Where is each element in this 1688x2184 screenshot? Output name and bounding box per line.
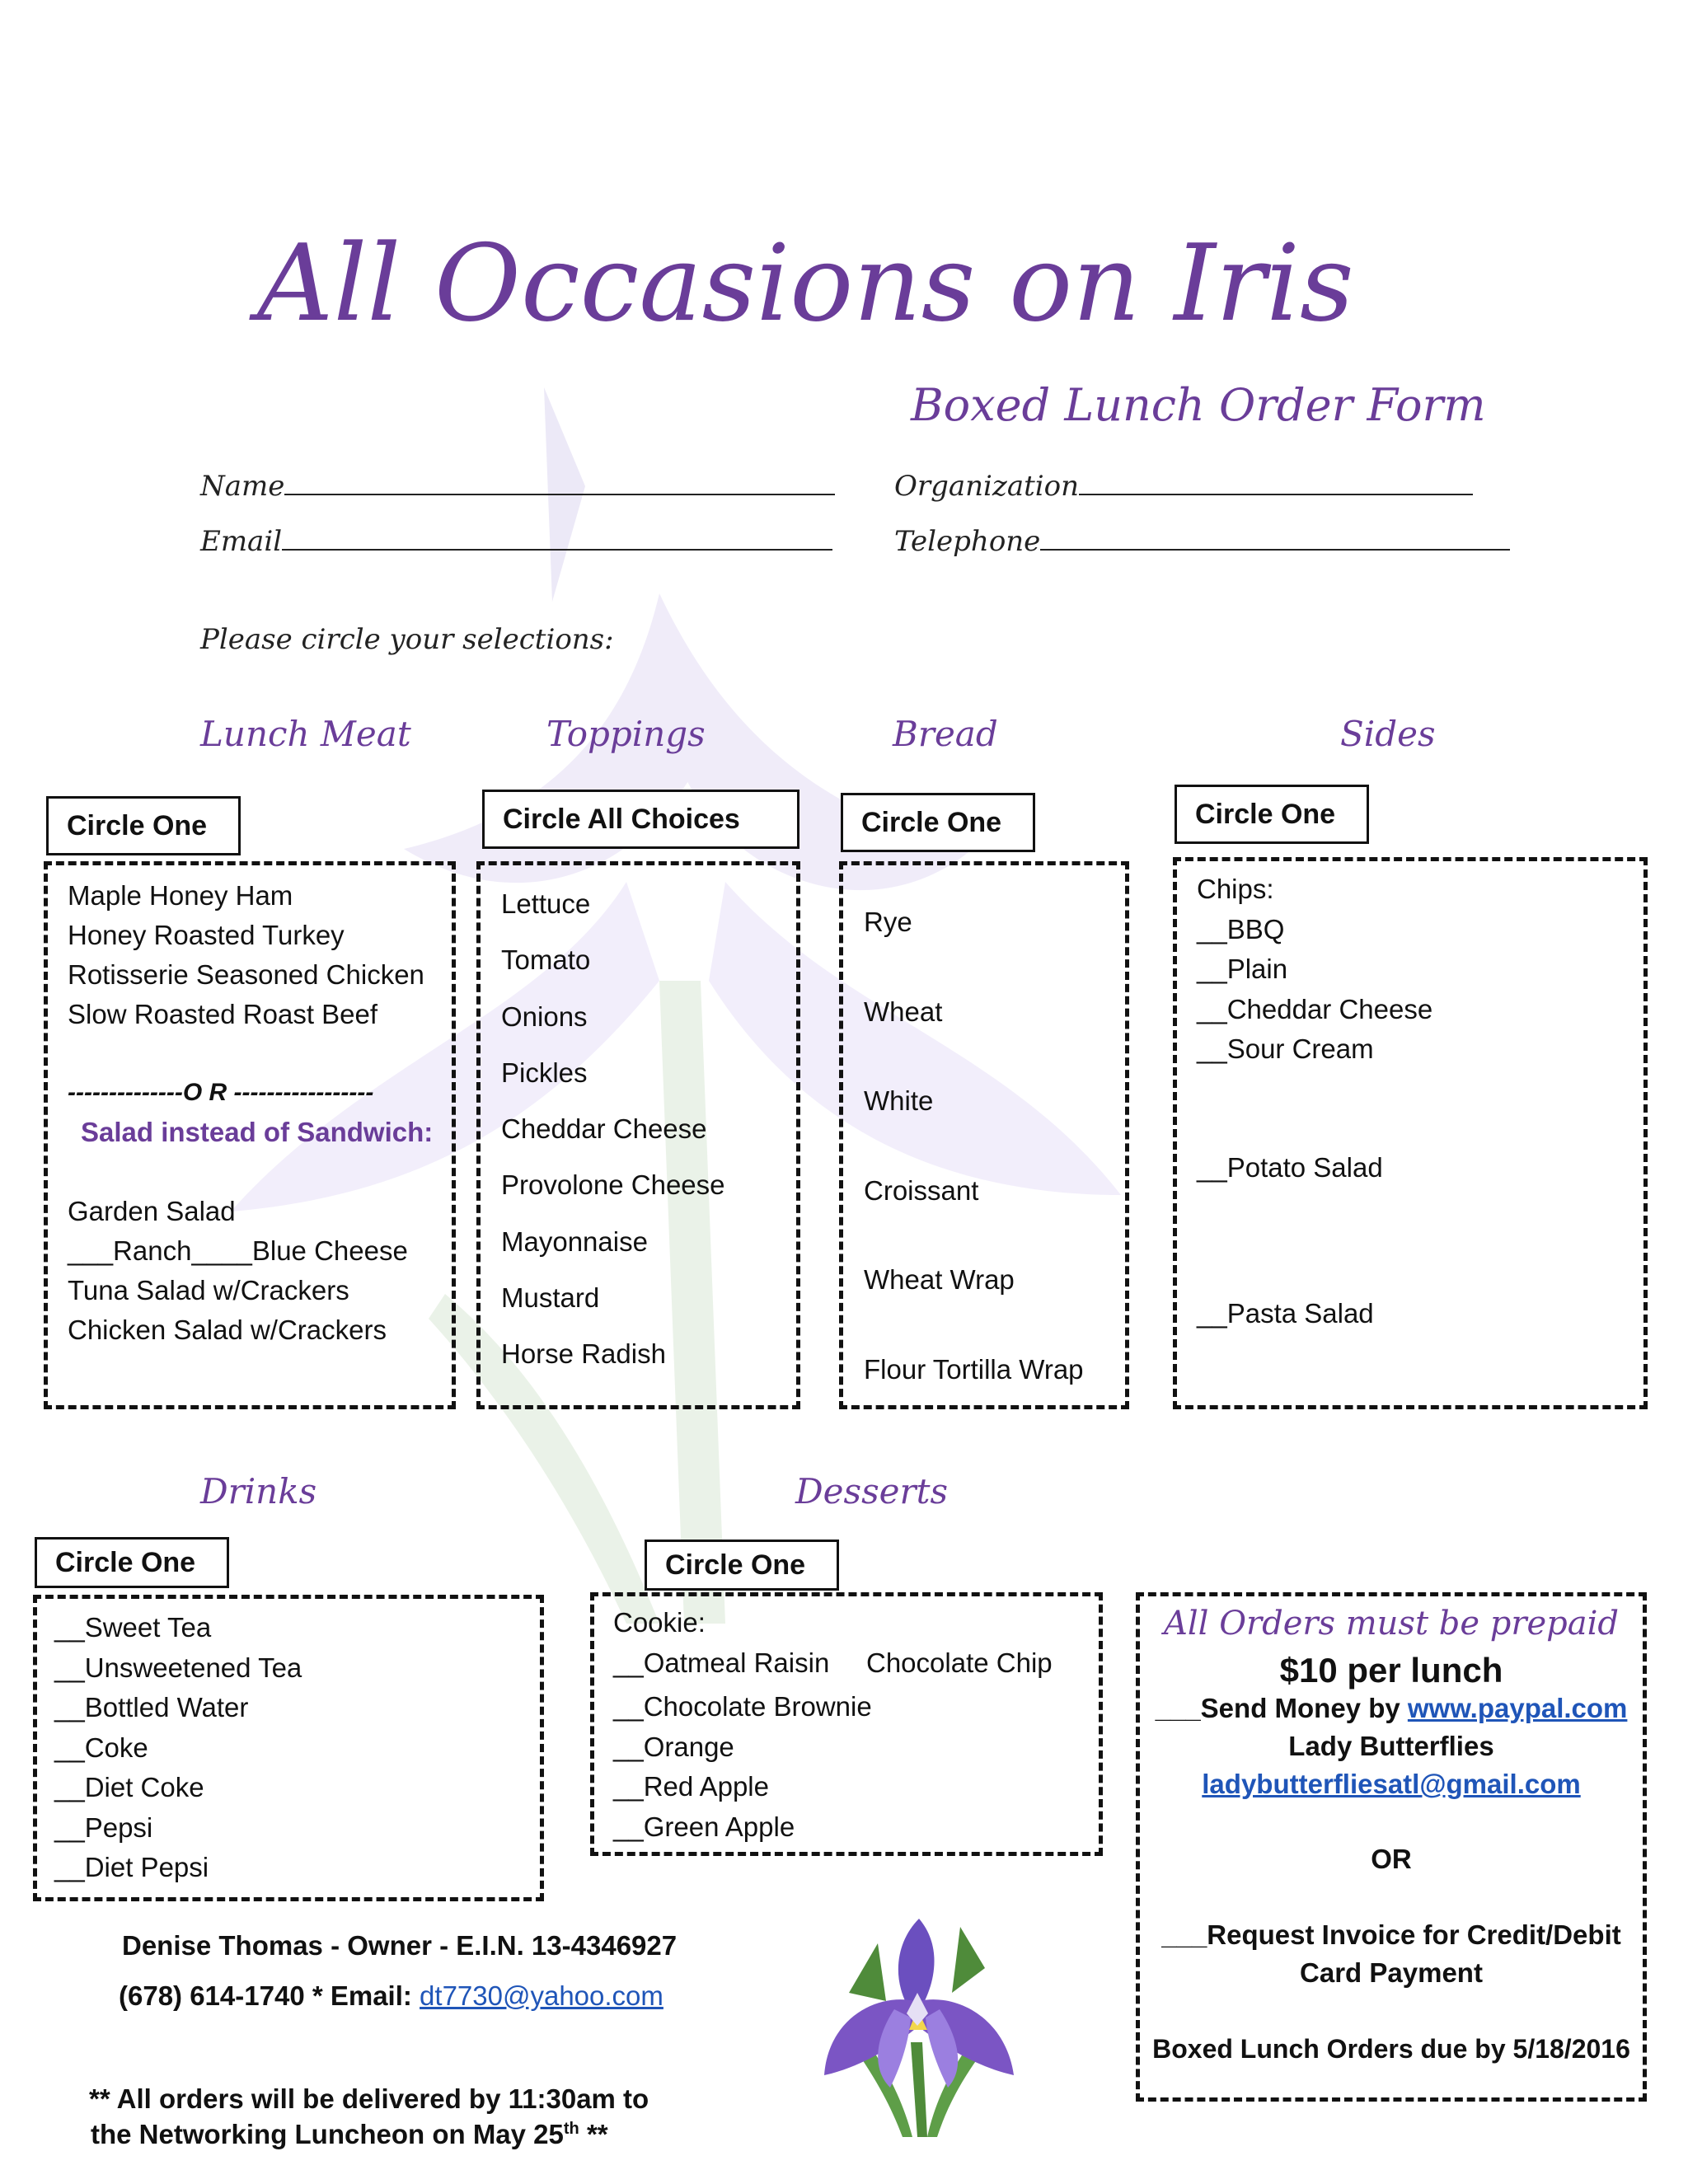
list-item[interactable]: Cheddar Cheese	[501, 1113, 707, 1145]
list-item[interactable]: Pickles	[501, 1057, 588, 1088]
list-item[interactable]: __Green Apple	[613, 1811, 795, 1842]
pasta-salad-option[interactable]: __Pasta Salad	[1197, 1298, 1374, 1329]
payee-name: Lady Butterflies	[1288, 1731, 1494, 1761]
list-item[interactable]: __BBQ	[1197, 913, 1285, 944]
list-item[interactable]: Rotisserie Seasoned Chicken	[68, 959, 424, 990]
payee-email-link[interactable]: ladybutterfliesatl@gmail.com	[1202, 1769, 1581, 1799]
email-label: Email	[200, 525, 283, 558]
invoice-line-2: Card Payment	[1300, 1957, 1483, 1988]
owner-email-link[interactable]: dt7730@yahoo.com	[420, 1980, 663, 2011]
phone-email-line	[119, 1980, 663, 2012]
drinks-circle-one-tag: Circle One	[35, 1537, 229, 1588]
list-item[interactable]: __Plain	[1197, 954, 1288, 984]
list-item[interactable]: White	[864, 1085, 934, 1116]
oatmeal-raisin-option[interactable]: __Oatmeal Raisin	[613, 1647, 830, 1678]
page-subtitle: Boxed Lunch Order Form	[911, 379, 1486, 431]
list-item[interactable]: ___Ranch____Blue Cheese	[68, 1235, 408, 1266]
list-item[interactable]: Onions	[501, 1001, 588, 1032]
cookie-label: Cookie:	[613, 1607, 706, 1638]
telephone-label: Telephone	[894, 525, 1041, 558]
send-money-line	[1136, 1693, 1647, 1724]
delivery-note-line-2	[91, 2119, 608, 2150]
sides-circle-one-tag: Circle One	[1175, 785, 1369, 844]
list-item[interactable]: __Coke	[54, 1732, 148, 1763]
payee-email-line	[1136, 1769, 1647, 1800]
iris-flower-icon	[812, 1910, 1026, 2137]
list-item[interactable]: Tomato	[501, 944, 591, 976]
salad-list	[68, 1192, 408, 1350]
list-item[interactable]: __Sour Cream	[1197, 1033, 1374, 1064]
list-item[interactable]: Wheat	[864, 996, 943, 1027]
chips-label: Chips:	[1197, 874, 1274, 904]
page-title: All Occasions on Iris	[257, 223, 1354, 345]
list-item[interactable]: __Sweet Tea	[54, 1612, 212, 1643]
sides-heading: Sides	[1340, 714, 1436, 754]
list-item[interactable]: __Red Apple	[613, 1771, 769, 1802]
list-item[interactable]: Tuna Salad w/Crackers	[68, 1275, 349, 1305]
list-item[interactable]: Maple Honey Ham	[68, 880, 293, 911]
invoice-line-1[interactable]: ___Request Invoice for Credit/Debit	[1161, 1919, 1621, 1950]
due-date-text: Boxed Lunch Orders due by 5/18/2016	[1152, 2034, 1630, 2064]
lunch-meat-list	[68, 876, 424, 1034]
list-item[interactable]: Rye	[864, 907, 912, 937]
or-divider: --------------O R -----------------	[68, 1079, 374, 1106]
lunch-meat-circle-one-tag: Circle One	[46, 796, 241, 855]
payment-heading: All Orders must be prepaid	[1164, 1605, 1619, 1643]
email-field[interactable]	[200, 521, 832, 558]
toppings-heading: Toppings	[546, 714, 706, 754]
bread-list	[864, 878, 1084, 1414]
list-item[interactable]: Slow Roasted Roast Beef	[68, 999, 378, 1029]
list-item[interactable]: Provolone Cheese	[501, 1169, 725, 1201]
list-item[interactable]: __Diet Coke	[54, 1772, 204, 1802]
owner-line: Denise Thomas - Owner - E.I.N. 13-4346927	[122, 1930, 678, 1961]
list-item[interactable]: __Unsweetened Tea	[54, 1652, 302, 1683]
drinks-heading: Drinks	[200, 1471, 317, 1511]
list-item[interactable]: Garden Salad	[68, 1196, 236, 1226]
phone-text: (678) 614-1740 * Email:	[119, 1980, 420, 2011]
potato-salad-option[interactable]: __Potato Salad	[1197, 1152, 1383, 1183]
desserts-circle-one-tag: Circle One	[645, 1540, 839, 1591]
list-item[interactable]: Wheat Wrap	[864, 1264, 1015, 1295]
drinks-list	[54, 1608, 302, 1888]
telephone-field[interactable]	[894, 521, 1510, 558]
list-item[interactable]: __Orange	[613, 1731, 734, 1762]
list-item[interactable]: __Cheddar Cheese	[1197, 993, 1433, 1024]
bread-heading: Bread	[893, 714, 998, 754]
list-item[interactable]: __Bottled Water	[54, 1692, 249, 1722]
organization-field[interactable]	[894, 466, 1473, 503]
sides-chips-list	[1197, 869, 1432, 1070]
list-item[interactable]: Horse Radish	[501, 1338, 666, 1370]
toppings-list	[501, 876, 725, 1383]
delivery-note-line-1: ** All orders will be delivered by 11:30am to	[89, 2083, 649, 2114]
paypal-link[interactable]: www.paypal.com	[1407, 1693, 1628, 1723]
instructions: Please circle your selections:	[200, 623, 614, 656]
price-text: $10 per lunch	[1279, 1651, 1503, 1690]
list-item[interactable]: Chicken Salad w/Crackers	[68, 1315, 387, 1345]
list-item[interactable]: Lettuce	[501, 888, 591, 919]
or-text: OR	[1371, 1844, 1412, 1874]
salad-heading: Salad instead of Sandwich:	[81, 1117, 434, 1147]
list-item[interactable]: __Chocolate Brownie	[613, 1691, 872, 1722]
organization-label: Organization	[894, 470, 1080, 503]
send-money-label: ___Send Money by	[1155, 1693, 1408, 1723]
list-item[interactable]: Flour Tortilla Wrap	[864, 1353, 1084, 1385]
name-label: Name	[200, 470, 285, 503]
chocolate-chip-option[interactable]: Chocolate Chip	[866, 1647, 1053, 1678]
delivery-note-superscript: th	[563, 2120, 579, 2138]
desserts-heading: Desserts	[795, 1471, 949, 1511]
bread-circle-one-tag: Circle One	[841, 793, 1035, 852]
list-item[interactable]: Mayonnaise	[501, 1226, 648, 1257]
list-item[interactable]: Honey Roasted Turkey	[68, 920, 345, 950]
list-item[interactable]: Croissant	[864, 1174, 979, 1206]
name-field[interactable]	[200, 466, 835, 503]
delivery-note-suffix: **	[579, 2119, 608, 2149]
desserts-list	[613, 1687, 872, 1847]
delivery-note-text: the Networking Luncheon on May 25	[91, 2119, 564, 2149]
toppings-circle-all-tag: Circle All Choices	[482, 790, 799, 849]
list-item[interactable]: __Pepsi	[54, 1811, 153, 1843]
lunch-meat-heading: Lunch Meat	[200, 714, 411, 754]
list-item[interactable]: __Diet Pepsi	[54, 1852, 209, 1882]
list-item[interactable]: Mustard	[501, 1282, 600, 1314]
